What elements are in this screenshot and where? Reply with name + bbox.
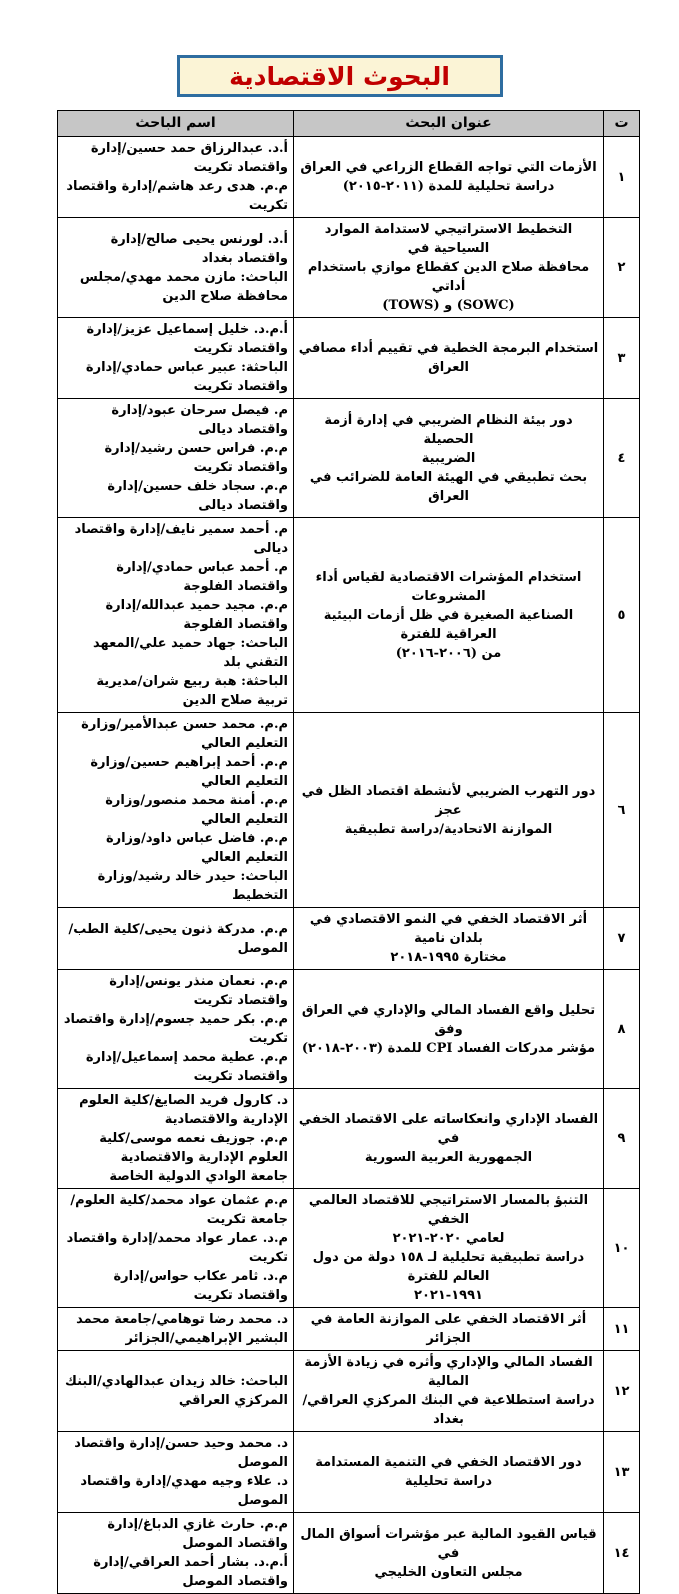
row-number-cell: ٨: [604, 970, 640, 1089]
table-row: [58, 970, 640, 1089]
research-title-cell: [294, 713, 604, 908]
text-line: أثر الاقتصاد الخفي على الموازنة العامة في الجزائر: [310, 1312, 587, 1346]
researcher-name-cell: [58, 970, 294, 1089]
row-number-cell: ١١: [604, 1308, 640, 1351]
text-line: د. علاء وجيه مهدي/إدارة واقتصاد الموصل: [80, 1474, 288, 1508]
text-line: دراسة استطلاعية في البنك المركزي العراقي/بغداد: [302, 1393, 595, 1427]
row-number-cell: ٦: [604, 713, 640, 908]
research-title-cell: [294, 518, 604, 713]
research-title-cell: [294, 1189, 604, 1308]
research-title-cell: [294, 1308, 604, 1351]
text-line: الباحث: جهاد حميد علي/المعهد التقني بلد: [92, 636, 288, 670]
text-line: لعامي ٢٠٢٠-٢٠٢١: [392, 1231, 505, 1246]
page-title: البحوث الاقتصادية: [229, 61, 450, 91]
table-row: [58, 908, 640, 970]
text-line: م.د. عمار عواد محمد/إدارة واقتصاد تكريت: [66, 1231, 288, 1265]
text-line: (SOWC) و (TOWS): [382, 298, 515, 313]
text-line: الباحث: خالد زيدان عبدالهادي/البنك المركزي العراقي: [65, 1374, 288, 1408]
researcher-name-cell: [58, 713, 294, 908]
text-line: الباحث: مازن محمد مهدي/مجلس محافظة صلاح الدين: [79, 269, 288, 304]
text-line: دور التهرب الضريبي لأنشطة اقتصاد الظل في عجز: [301, 783, 596, 818]
research-table: [57, 110, 640, 1594]
researcher-name-cell: [58, 1432, 294, 1513]
text-line: م.م. أحمد إبراهيم حسين/وزارة التعليم العالي: [90, 755, 288, 789]
text-line: محافظة صلاح الدين كقطاع موازي باستخدام أداتي: [307, 260, 590, 294]
researcher-name-cell: [58, 518, 294, 713]
researcher-name-cell: [58, 1351, 294, 1432]
text-line: م.م. نعمان منذر يونس/إدارة واقتصاد تكريت: [109, 974, 288, 1008]
research-title-cell: [294, 318, 604, 399]
text-line: الأزمات التي تواجه القطاع الزراعي في العراق: [300, 160, 597, 175]
text-line: مجلس التعاون الخليجي: [374, 1564, 523, 1580]
table-header-row: [58, 111, 640, 137]
text-line: ١٩٩١-٢٠٢١: [414, 1288, 483, 1303]
text-line: استخدام البرمجة الخطية في تقييم أداء مصافي العراق: [298, 341, 599, 375]
table-row: [58, 318, 640, 399]
text-line: م. أحمد عباس حمادي/إدارة واقتصاد الفلوجة: [116, 560, 288, 594]
text-line: مؤشر مدركات الفساد CPI للمدة (٢٠٠٣-٢٠١٨): [301, 1040, 596, 1056]
text-line: أ.م.د. خليل إسماعيل عزيز/إدارة واقتصاد تكريت: [86, 322, 288, 356]
text-line: د. محمد رضا توهامي/جامعة محمد البشير الإبراهيمي/الجزائر: [76, 1312, 288, 1346]
text-line: التنبؤ بالمسار الاستراتيجي للاقتصاد العالمي الخفي: [308, 1193, 589, 1227]
text-line: أ.د. لورنس يحيى صالح/إدارة واقتصاد بغداد: [110, 231, 288, 266]
researcher-name-cell: [58, 399, 294, 518]
table-row: [58, 1513, 640, 1594]
researcher-name-cell: [58, 137, 294, 218]
text-line: قياس القيود المالية عبر مؤشرات أسواق المال في: [300, 1526, 597, 1561]
researcher-name-cell: [58, 1308, 294, 1351]
text-line: م.م. جوزيف نعمه موسى/كلية العلوم الإدارية والاقتصادية: [99, 1131, 288, 1165]
text-line: م.م. أمنة محمد منصور/وزارة التعليم العالي: [105, 793, 288, 827]
text-line: دراسة تحليلية للمدة (٢٠١١-٢٠١٥): [342, 179, 555, 194]
researcher-name-cell: [58, 1513, 294, 1594]
research-title-cell: [294, 1089, 604, 1189]
text-line: الضريبية: [421, 450, 476, 466]
text-line: استخدام المؤشرات الاقتصادية لقياس أداء المشروعات: [315, 569, 582, 604]
table-row: [58, 518, 640, 713]
text-line: بحث تطبيقي في الهيئة العامة للضرائب في العراق: [309, 469, 588, 504]
text-line: م.م. فاضل عباس داود/وزارة التعليم العالي: [105, 831, 288, 865]
text-line: أ.د. عبدالرزاق حمد حسين/إدارة واقتصاد تكريت: [90, 141, 288, 175]
text-line: تحليل واقع الفساد المالي والإداري في العراق وفق: [301, 1002, 596, 1037]
row-number-cell: ١٤: [604, 1513, 640, 1594]
researcher-name-cell: [58, 1089, 294, 1189]
text-line: جامعة الوادي الدولية الخاصة: [109, 1169, 288, 1184]
table-row: [58, 1308, 640, 1351]
text-line: دور الاقتصاد الخفي في التنمية المستدامة: [315, 1455, 582, 1470]
text-line: الباحثة: عبير عباس حمادي/إدارة واقتصاد تكريت: [85, 360, 288, 394]
column-header-research-title: عنوان البحث: [294, 111, 604, 137]
row-number-cell: ٩: [604, 1089, 640, 1189]
text-line: م.م. عطية محمد إسماعيل/إدارة واقتصاد تكريت: [85, 1050, 288, 1084]
text-line: دراسة تحليلية: [404, 1474, 493, 1489]
research-title-cell: [294, 1513, 604, 1594]
research-title-cell: [294, 1351, 604, 1432]
researcher-name-cell: [58, 218, 294, 318]
text-line: أثر الاقتصاد الخفي في النمو الاقتصادي في بلدان نامية: [309, 912, 588, 946]
table-row: [58, 218, 640, 318]
text-line: م.م. مجيد حميد عبدالله/إدارة واقتصاد الفلوجة: [105, 598, 288, 632]
text-line: م.م عثمان عواد محمد/كلية العلوم/جامعة تكريت: [70, 1193, 288, 1227]
table-row: [58, 1189, 640, 1308]
researcher-name-cell: [58, 1189, 294, 1308]
text-line: الفساد المالي والإداري وأثره في زيادة الأزمة المالية: [304, 1355, 593, 1389]
row-number-cell: ٤: [604, 399, 640, 518]
table-row: [58, 1432, 640, 1513]
text-line: أ.م.د. بشار أحمد العراقي/إدارة واقتصاد الموصل: [93, 1555, 288, 1589]
text-line: م.م. محمد حسن عبدالأمير/وزارة التعليم العالي: [81, 717, 288, 751]
research-title-cell: [294, 399, 604, 518]
row-number-cell: ١٢: [604, 1351, 640, 1432]
text-line: التخطيط الاستراتيجي لاستدامة الموارد السياحية في: [324, 222, 573, 256]
text-line: الفساد الإداري وانعكاساته على الاقتصاد الخفي في: [298, 1112, 599, 1146]
row-number-cell: ٢: [604, 218, 640, 318]
column-header-researcher-name: اسم الباحث: [58, 111, 294, 137]
text-line: م.م. هدى رعد هاشم/إدارة واقتصاد تكريت: [66, 179, 288, 213]
table-row: [58, 713, 640, 908]
title-banner: [177, 55, 503, 97]
text-line: الباحث: حيدر خالد رشيد/وزارة التخطيط: [97, 869, 288, 903]
row-number-cell: ٧: [604, 908, 640, 970]
text-line: الصناعية الصغيرة في ظل أزمات البيئية العراقية للفترة: [323, 607, 574, 642]
row-number-cell: ٣: [604, 318, 640, 399]
table-row: [58, 1089, 640, 1189]
research-title-cell: [294, 970, 604, 1089]
row-number-cell: ١٣: [604, 1432, 640, 1513]
text-line: م. فيصل سرحان عبود/إدارة واقتصاد ديالى: [111, 403, 288, 437]
research-title-cell: [294, 218, 604, 318]
text-line: الباحثة: هبة ربيع شران/مديرية تربية صلاح الدين: [96, 674, 288, 708]
table-row: [58, 137, 640, 218]
table-row: [58, 399, 640, 518]
researcher-name-cell: [58, 318, 294, 399]
text-line: م.م. مدركة ذنون يحيى/كلية الطب/الموصل: [68, 921, 288, 956]
text-line: د. كارول فريد الصايغ/كلية العلوم الإدارية والاقتصادية: [79, 1093, 288, 1127]
research-title-cell: [294, 1432, 604, 1513]
text-line: الموازنة الاتحادية/دراسة تطبيقية: [344, 821, 553, 837]
text-line: د. محمد وحيد حسن/إدارة واقتصاد الموصل: [74, 1436, 288, 1470]
row-number-cell: ١: [604, 137, 640, 218]
row-number-cell: ٥: [604, 518, 640, 713]
text-line: م.د. ثامر عكاب حواس/إدارة واقتصاد تكريت: [113, 1269, 288, 1303]
researcher-name-cell: [58, 908, 294, 970]
research-title-cell: [294, 908, 604, 970]
text-line: م.م. فراس حسن رشيد/إدارة واقتصاد تكريت: [104, 441, 288, 475]
row-number-cell: ١٠: [604, 1189, 640, 1308]
research-title-cell: [294, 137, 604, 218]
text-line: مختارة ١٩٩٥-٢٠١٨: [390, 950, 507, 965]
text-line: دراسة تطبيقية تحليلية لـ ١٥٨ دولة من دول العالم للفترة: [312, 1250, 585, 1284]
text-line: الجمهورية العربية السورية: [364, 1150, 533, 1165]
text-line: دور بيئة النظام الضريبي في إدارة أزمة الحصيلة: [324, 412, 573, 447]
text-line: م.م. حارث غازي الدباغ/إدارة واقتصاد الموصل: [107, 1517, 288, 1551]
text-line: من (٢٠٠٦-٢٠١٦): [395, 645, 502, 661]
research-table-body: [58, 137, 640, 1594]
table-row: [58, 1351, 640, 1432]
text-line: م. أحمد سمير نايف/إدارة واقتصاد ديالى: [74, 522, 288, 556]
text-line: م.م. سجاد خلف حسين/إدارة واقتصاد ديالى: [107, 479, 288, 513]
text-line: م.م. بكر حميد جسوم/إدارة واقتصاد تكريت: [63, 1012, 288, 1046]
column-header-number: ت: [604, 111, 640, 137]
